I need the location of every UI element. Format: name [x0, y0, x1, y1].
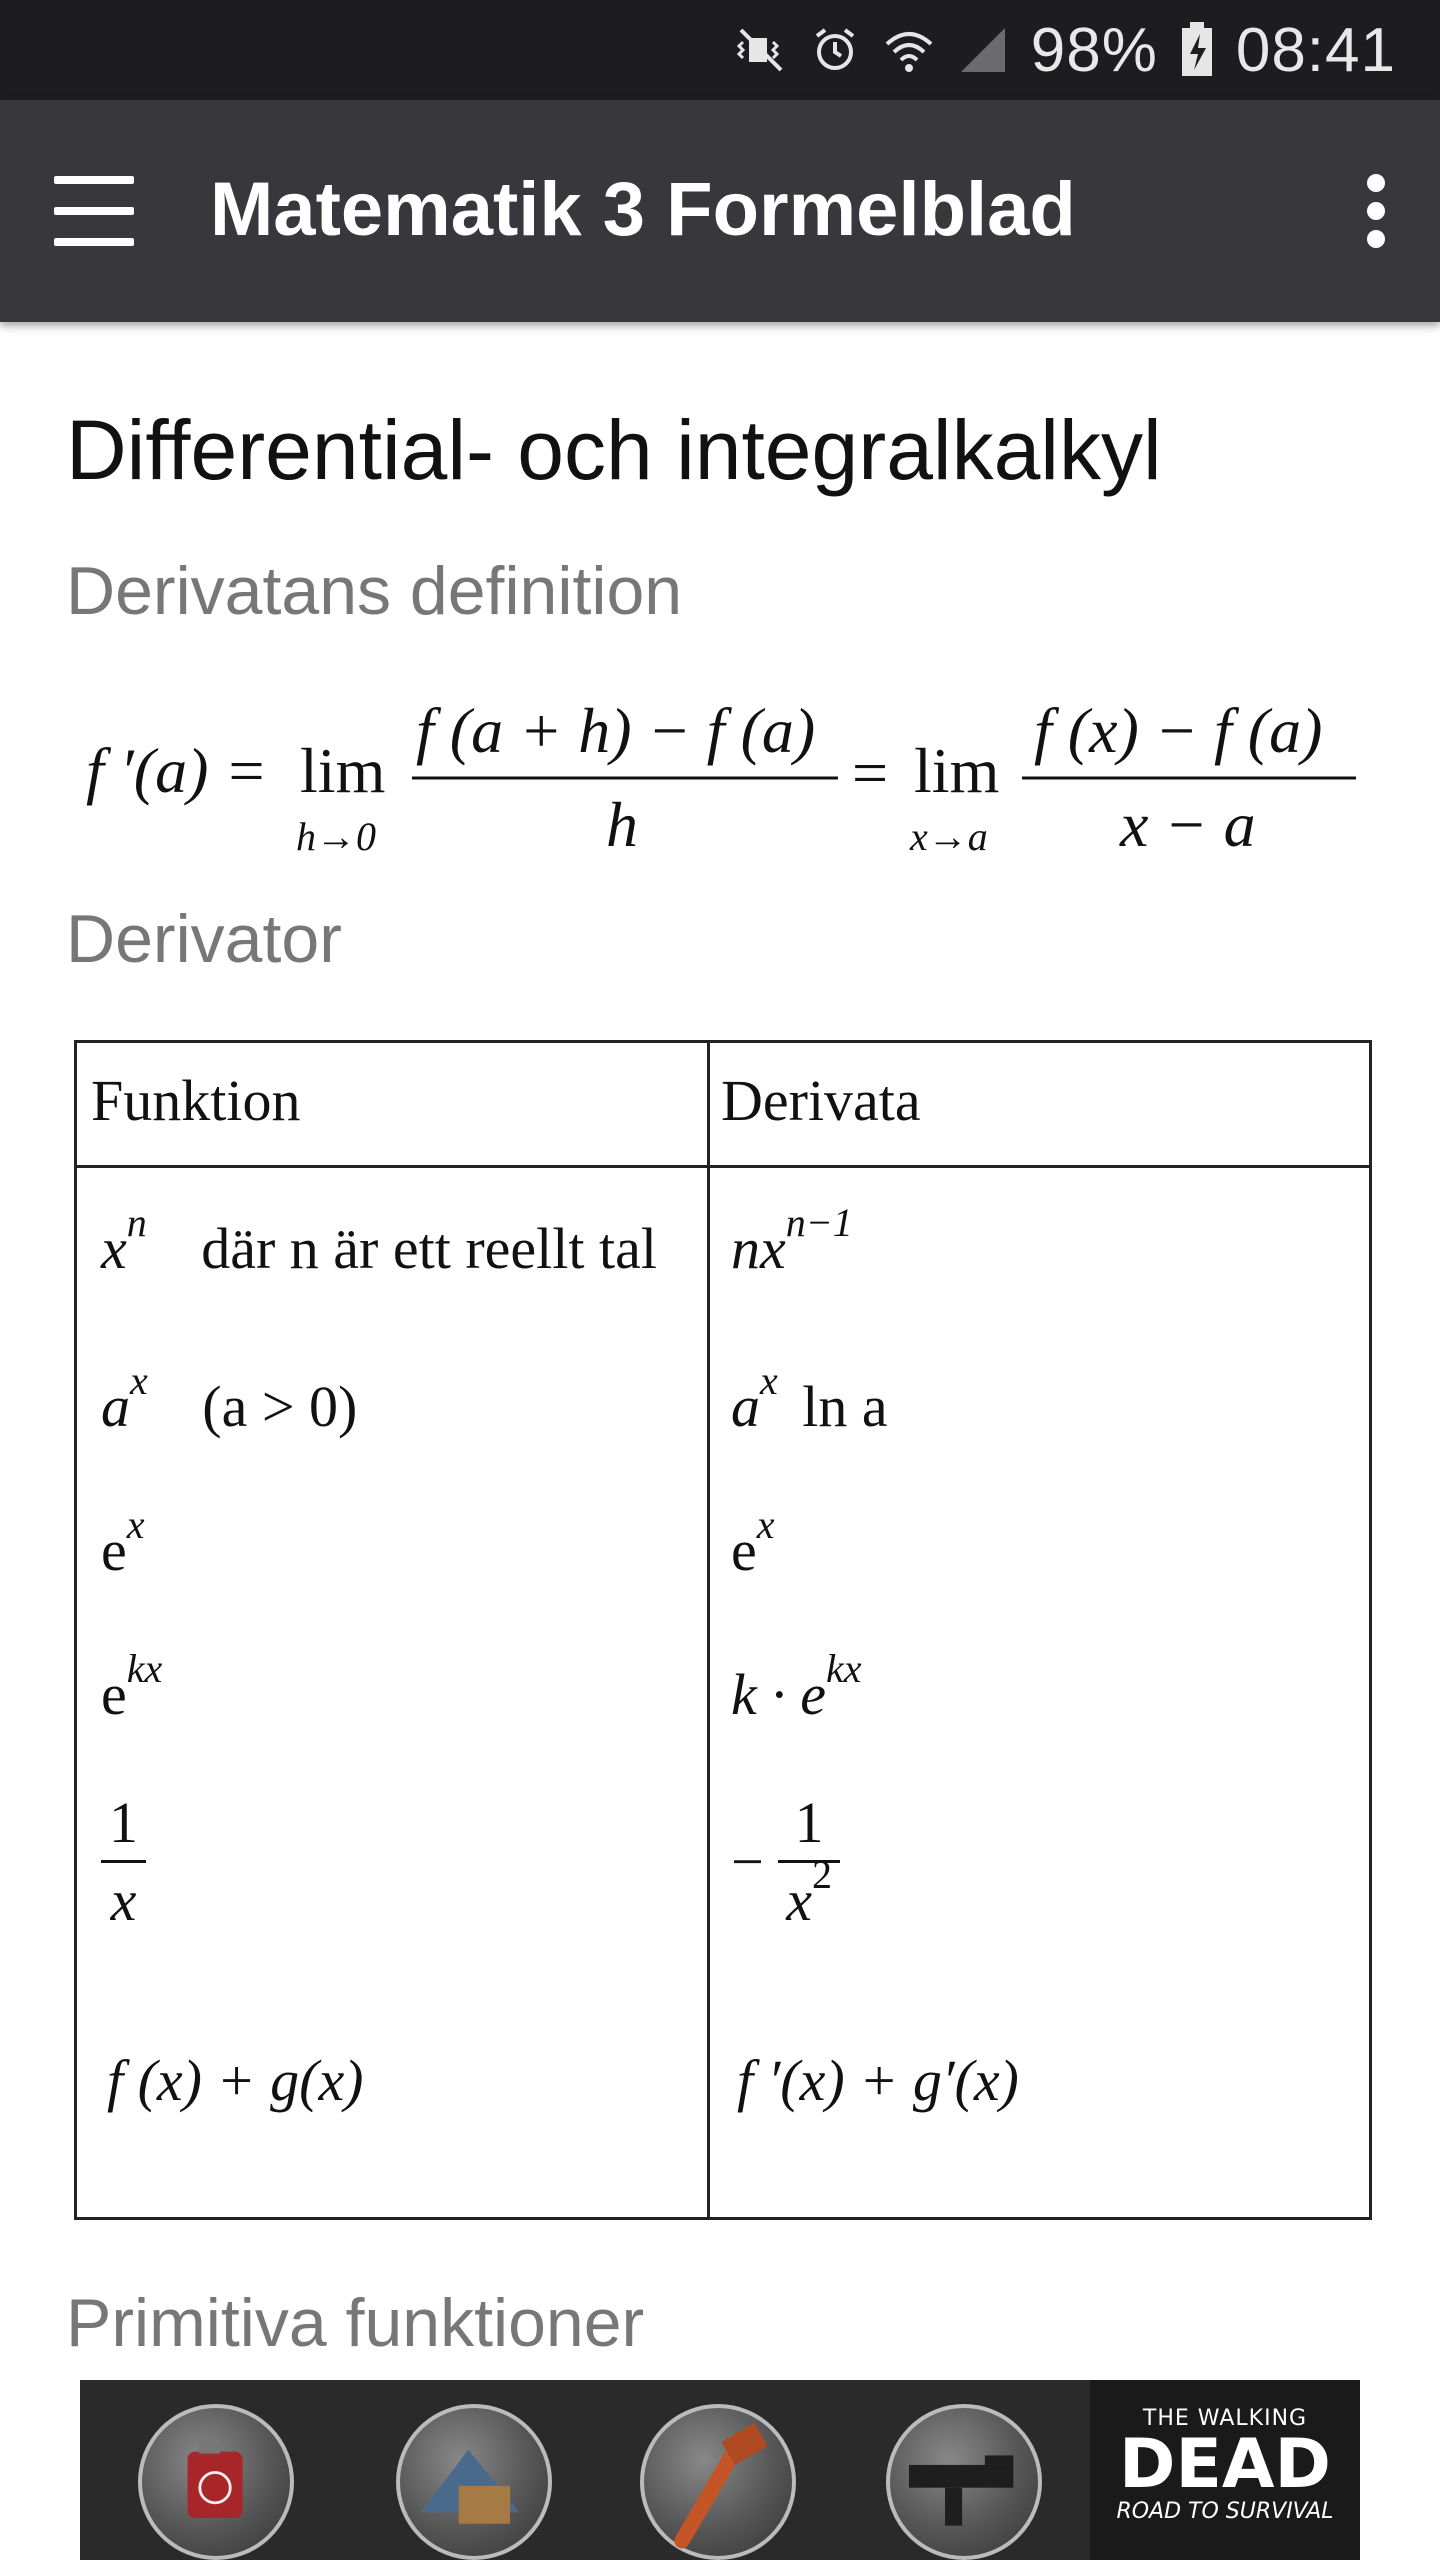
- pipe-wrench-icon: [640, 2404, 796, 2560]
- ad-logo-small: THE WALKING: [1142, 2406, 1308, 2431]
- derivatives-table: [74, 1040, 1372, 2220]
- formula-frac-1-den: h: [606, 789, 638, 860]
- table-cell-derivative: $e^x$: [731, 1502, 775, 1583]
- fuel-can-icon: [138, 2404, 294, 2560]
- table-header-derivative: Derivata: [721, 1068, 921, 1133]
- derivative-definition-formula: [86, 682, 1386, 872]
- battery-percent: 98%: [1030, 15, 1158, 85]
- ad-logo: [1090, 2380, 1360, 2560]
- status-bar: [0, 0, 1440, 100]
- formula-eq: =: [852, 737, 889, 808]
- column-divider: [707, 1043, 710, 2217]
- signal-icon: [957, 24, 1009, 76]
- gun-icon: [886, 2404, 1042, 2560]
- table-cell-derivative: f ′(x) + g′(x): [737, 2048, 1019, 2113]
- table-cell-function: $\frac{1}{x}$: [101, 1789, 146, 1934]
- formula-lim-2: lim: [914, 735, 1000, 806]
- table-cell-function: $x^n$ där n är ett reellt tal: [101, 1200, 657, 1281]
- table-cell-function: $e^x$: [101, 1502, 145, 1583]
- table-cell-derivative: $k \cdot e^{kx}$: [731, 1646, 862, 1727]
- ad-banner[interactable]: [80, 2380, 1360, 2560]
- wifi-icon: [883, 24, 935, 76]
- formula-lim-1-sub: h→0: [296, 814, 376, 859]
- ad-logo-big: DEAD: [1119, 2425, 1331, 2504]
- table-header-function: Funktion: [91, 1068, 301, 1133]
- app-bar: [0, 100, 1440, 322]
- header-divider: [77, 1165, 1369, 1168]
- formula-frac-2-den: x − a: [1120, 789, 1256, 860]
- tent-crate-icon: [396, 2404, 552, 2560]
- more-vert-icon[interactable]: [1356, 174, 1396, 248]
- table-cell-function: $e^{kx}$: [101, 1646, 163, 1727]
- status-icons: [735, 0, 1396, 100]
- subsection-derivatives: Derivator: [66, 901, 342, 977]
- subsection-primitives: Primitiva funktioner: [66, 2285, 645, 2361]
- battery-charging-icon: [1180, 22, 1214, 78]
- table-cell-derivative: $a^x$ ln a: [731, 1358, 888, 1439]
- mute-vibrate-icon: [735, 24, 787, 76]
- clock: 08:41: [1235, 15, 1396, 85]
- alarm-icon: [809, 24, 861, 76]
- formula-lhs: f ′(a) =: [86, 735, 268, 806]
- table-cell-function: $a^x$ (a > 0): [101, 1358, 358, 1439]
- table-cell-derivative: − $\frac{1}{x^2}$: [731, 1789, 840, 1934]
- hamburger-menu-icon[interactable]: [54, 176, 134, 246]
- formula-lim-1: lim: [300, 735, 386, 806]
- formula-frac-2-num: f (x) − f (a): [1034, 695, 1323, 766]
- table-cell-derivative: $nx^{n-1}$: [731, 1200, 853, 1281]
- subsection-definition: Derivatans definition: [66, 553, 683, 629]
- formula-lim-2-sub: x→a: [910, 814, 988, 859]
- table-cell-function: f (x) + g(x): [107, 2048, 364, 2113]
- section-title: Differential- och integralkalkyl: [66, 403, 1162, 497]
- formula-frac-1-num: f (a + h) − f (a): [416, 695, 816, 766]
- app-title: Matematik 3 Formelblad: [210, 167, 1076, 252]
- ad-logo-sub: ROAD TO SURVIVAL: [1116, 2499, 1334, 2524]
